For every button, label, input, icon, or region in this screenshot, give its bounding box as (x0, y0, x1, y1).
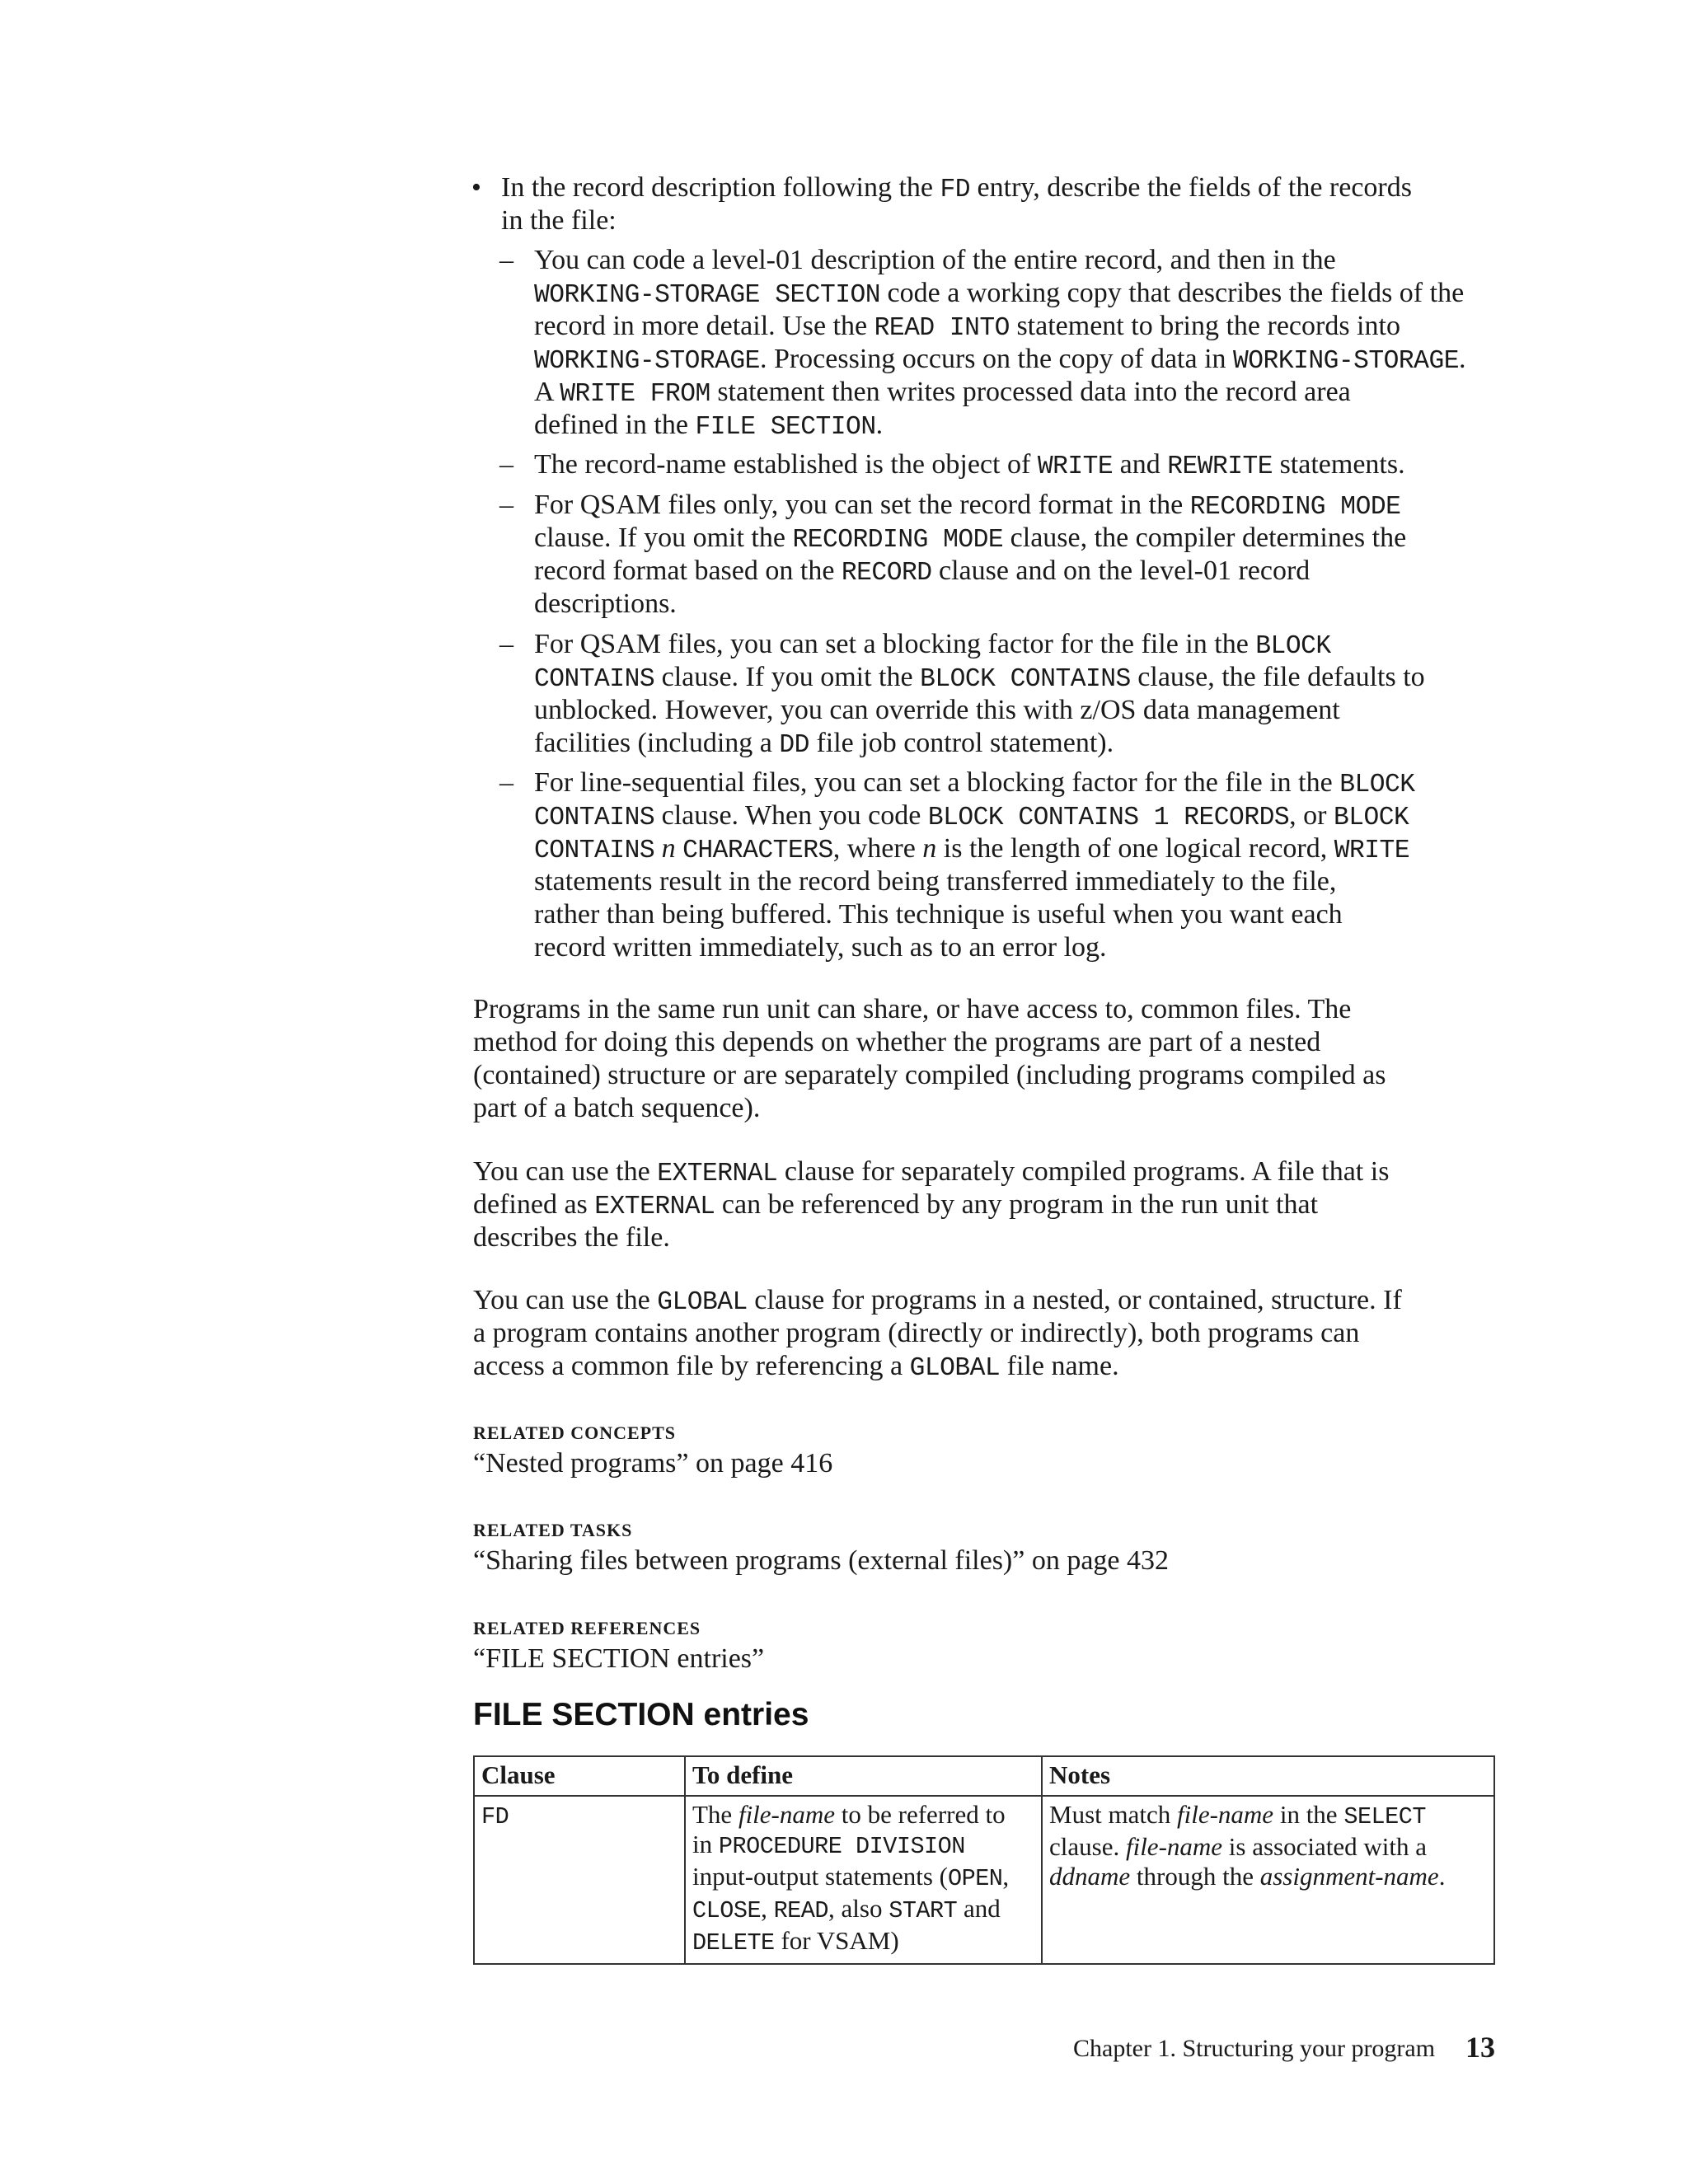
text-line (534, 588, 677, 621)
text-run: clause. If you omit the (534, 523, 793, 553)
text-line (534, 661, 1425, 696)
related-tasks-link[interactable]: “Sharing files between programs (external files)” on page 432 (473, 1545, 1170, 1576)
text-line (534, 766, 1415, 802)
related-concepts-label: RELATED CONCEPTS (473, 1422, 677, 1443)
section-heading: FILE SECTION entries (473, 1697, 809, 1732)
cell-line (692, 1926, 1034, 1958)
code-term: GLOBAL (909, 1354, 1001, 1383)
table-cell-to-define (685, 1796, 1042, 1964)
text-run: unblocked. However, you can override this with z/OS data management (534, 695, 1340, 725)
text-line (534, 244, 1336, 277)
text-line (534, 343, 1465, 378)
code-term: REWRITE (1167, 452, 1273, 481)
related-references-link[interactable]: “FILE SECTION entries” (473, 1643, 765, 1674)
text-run: part of a batch sequence). (473, 1093, 761, 1123)
text-line (473, 1350, 1119, 1385)
code-term: CLOSE (692, 1897, 762, 1924)
text-run: in the file: (501, 205, 617, 236)
cell-line (1049, 1800, 1487, 1832)
table-cell-clause (474, 1796, 685, 1964)
text-run: statements. (1273, 449, 1405, 480)
code-term: READ (773, 1897, 829, 1924)
table-cell-notes (1042, 1796, 1494, 1964)
italic-term: file-name (1177, 1800, 1274, 1829)
text-run: and (1113, 449, 1168, 480)
text-line (473, 1026, 1320, 1059)
code-term: GLOBAL (657, 1288, 748, 1317)
related-references-label: RELATED REFERENCES (473, 1618, 701, 1638)
text-line (534, 832, 1409, 868)
code-term: WORKING-STORAGE (1233, 347, 1459, 376)
code-term: FILE SECTION (695, 413, 876, 442)
text-run: clause. If you omit the (654, 662, 921, 692)
text-line (534, 277, 1464, 312)
code-term: BLOCK (1255, 632, 1331, 661)
text-run: Programs in the same run unit can share, or have access to, common files. The (473, 994, 1352, 1024)
text-run: to be referred to (835, 1800, 1006, 1829)
cell-line (692, 1894, 1034, 1926)
bullet-marker: • (471, 172, 481, 203)
text-run: rather than being buffered. This technique is useful when you want each (534, 899, 1343, 930)
text-line (534, 898, 1343, 931)
code-term: EXTERNAL (594, 1193, 715, 1221)
text-line (473, 1155, 1389, 1191)
italic-term: n (661, 833, 676, 864)
table-header-row (474, 1756, 1494, 1796)
text-run: clause, the compiler determines the (1003, 523, 1407, 553)
text-line (534, 310, 1400, 345)
table-header-cell: To define (685, 1756, 1042, 1796)
text-run: For QSAM files, you can set a blocking factor for the file in the (534, 629, 1256, 659)
dash-marker: – (499, 245, 513, 275)
cell-line (1049, 1862, 1487, 1891)
text-run: through the (1130, 1862, 1260, 1891)
text-run: input-output statements ( (692, 1862, 948, 1891)
clause-code: FD (481, 1803, 509, 1830)
code-term: READ INTO (874, 314, 1010, 343)
text-run: clause and on the level-01 record (931, 555, 1311, 586)
text-line (534, 409, 883, 444)
text-line (534, 727, 1114, 762)
text-line (501, 204, 617, 237)
text-line (534, 376, 1351, 411)
italic-term: n (922, 833, 937, 864)
text-run: clause. (1049, 1832, 1126, 1861)
text-run: a program contains another program (directly or indirectly), both programs can (473, 1318, 1360, 1348)
code-term: BLOCK (1339, 771, 1415, 799)
dash-marker: – (499, 767, 513, 798)
text-line (473, 1221, 670, 1254)
text-run: You can use the (473, 1285, 658, 1315)
text-run: describes the file. (473, 1222, 670, 1253)
code-term: DELETE (692, 1929, 775, 1957)
code-term: WORKING-STORAGE SECTION (534, 281, 881, 310)
text-run: in the (1273, 1800, 1344, 1829)
text-run: clause for separately compiled programs. A file that is (777, 1156, 1390, 1187)
text-run: in (692, 1830, 719, 1858)
text-run: and (957, 1894, 1001, 1923)
text-line (473, 1188, 1318, 1224)
footer-chapter-title: Chapter 1. Structuring your program (1073, 2035, 1436, 2062)
text-line (534, 489, 1400, 524)
code-term: CONTAINS (534, 804, 655, 832)
dash-marker: – (499, 449, 513, 480)
table-header-cell: Clause (474, 1756, 685, 1796)
text-run: record written immediately, such as to an error log. (534, 932, 1107, 963)
code-term: START (889, 1897, 958, 1924)
text-line (473, 993, 1351, 1026)
text-line (534, 865, 1336, 898)
text-run: defined in the (534, 410, 696, 440)
code-term: BLOCK CONTAINS (920, 665, 1131, 694)
text-run: (contained) structure or are separately compiled (including programs compiled as (473, 1060, 1386, 1090)
code-term: WRITE FROM (560, 380, 710, 409)
text-run: clause, the file defaults to (1130, 662, 1425, 692)
italic-term: ddname (1049, 1862, 1131, 1891)
code-term: DD (779, 731, 809, 760)
text-run: can be referenced by any program in the run unit that (715, 1189, 1319, 1220)
text-line (534, 555, 1310, 590)
code-term: PROCEDURE DIVISION (718, 1833, 965, 1860)
related-concepts-link[interactable]: “Nested programs” on page 416 (473, 1448, 833, 1479)
text-run: defined as (473, 1189, 595, 1220)
text-run: statements result in the record being transferred immediately to the file, (534, 866, 1337, 897)
text-run: statement then writes processed data into the record area (710, 377, 1351, 407)
text-run: clause for programs in a nested, or contained, structure. If (747, 1285, 1402, 1315)
text-run: record in more detail. Use the (534, 311, 874, 341)
text-run: entry, describe the fields of the records (970, 172, 1412, 203)
text-line (473, 1284, 1402, 1319)
text-run: Must match (1049, 1800, 1177, 1829)
text-run: For QSAM files only, you can set the record format in the (534, 490, 1190, 520)
text-run: In the record description following the (501, 172, 940, 203)
cell-line (692, 1830, 1034, 1862)
text-line (534, 799, 1409, 835)
text-run: descriptions. (534, 588, 677, 619)
file-section-table (473, 1755, 1495, 1965)
footer-page-number: 13 (1465, 2031, 1495, 2064)
code-term: CONTAINS (534, 665, 655, 694)
code-term: RECORDING MODE (792, 526, 1004, 555)
text-run: access a common file by referencing a (473, 1351, 910, 1381)
text-run: for VSAM) (774, 1926, 899, 1955)
text-run: , also (828, 1894, 889, 1923)
dash-marker: – (499, 490, 513, 520)
text-run: For line-sequential files, you can set a blocking factor for the file in the (534, 767, 1340, 798)
code-term: WRITE (1037, 452, 1114, 481)
text-line (534, 628, 1331, 663)
text-line (534, 522, 1406, 557)
text-line (501, 171, 1412, 207)
text-run: . (875, 410, 884, 440)
text-run: A (534, 377, 560, 407)
text-run: is the length of one logical record, (936, 833, 1334, 864)
text-run: , where (832, 833, 923, 864)
code-term: BLOCK CONTAINS 1 RECORDS (927, 804, 1290, 832)
code-term: WRITE (1334, 837, 1410, 865)
table-row (474, 1796, 1494, 1964)
text-run: The (692, 1800, 738, 1829)
text-run (654, 833, 662, 864)
text-run: file job control statement). (809, 728, 1114, 758)
text-run: , (1002, 1862, 1010, 1891)
italic-term: assignment-name (1259, 1862, 1439, 1891)
text-run: is associated with a (1222, 1832, 1427, 1861)
text-line (534, 694, 1340, 727)
text-run: clause. When you code (654, 800, 928, 831)
table-header-cell: Notes (1042, 1756, 1494, 1796)
text-run: record format based on the (534, 555, 842, 586)
code-term: BLOCK (1333, 804, 1409, 832)
cell-line (692, 1862, 1034, 1894)
text-run: You can use the (473, 1156, 658, 1187)
text-run: method for doing this depends on whether the programs are part of a nested (473, 1027, 1321, 1057)
text-run: You can code a level-01 description of the entire record, and then in the (534, 245, 1336, 275)
cell-line (692, 1800, 1034, 1830)
code-term: RECORD (841, 559, 932, 588)
code-term: CONTAINS (534, 837, 655, 865)
text-run: facilities (including a (534, 728, 780, 758)
text-line (473, 1317, 1359, 1350)
italic-term: file-name (1125, 1832, 1223, 1861)
text-run: file name. (1000, 1351, 1119, 1381)
related-tasks-label: RELATED TASKS (473, 1520, 633, 1540)
text-run: . Processing occurs on the copy of data in (759, 344, 1234, 374)
text-run: statement to bring the records into (1009, 311, 1400, 341)
cell-line (1049, 1832, 1487, 1862)
code-term: FD (940, 176, 971, 204)
code-term: CHARACTERS (682, 837, 833, 865)
text-run (676, 833, 683, 864)
code-term: WORKING-STORAGE (534, 347, 760, 376)
code-term: SELECT (1343, 1803, 1427, 1830)
code-term: OPEN (947, 1865, 1003, 1892)
italic-term: file-name (738, 1800, 836, 1829)
text-line (473, 1059, 1386, 1092)
code-term: RECORDING MODE (1189, 493, 1401, 522)
text-run: , or (1289, 800, 1334, 831)
text-run: , (761, 1894, 774, 1923)
text-run: The record-name established is the object of (534, 449, 1038, 480)
text-line (534, 931, 1107, 964)
text-run: . (1458, 344, 1466, 374)
code-term: EXTERNAL (657, 1160, 778, 1188)
dash-marker: – (499, 629, 513, 659)
text-run: . (1438, 1862, 1446, 1891)
text-run: code a working copy that describes the fields of the (880, 278, 1465, 308)
text-line (534, 448, 1405, 484)
text-line (473, 1092, 760, 1125)
